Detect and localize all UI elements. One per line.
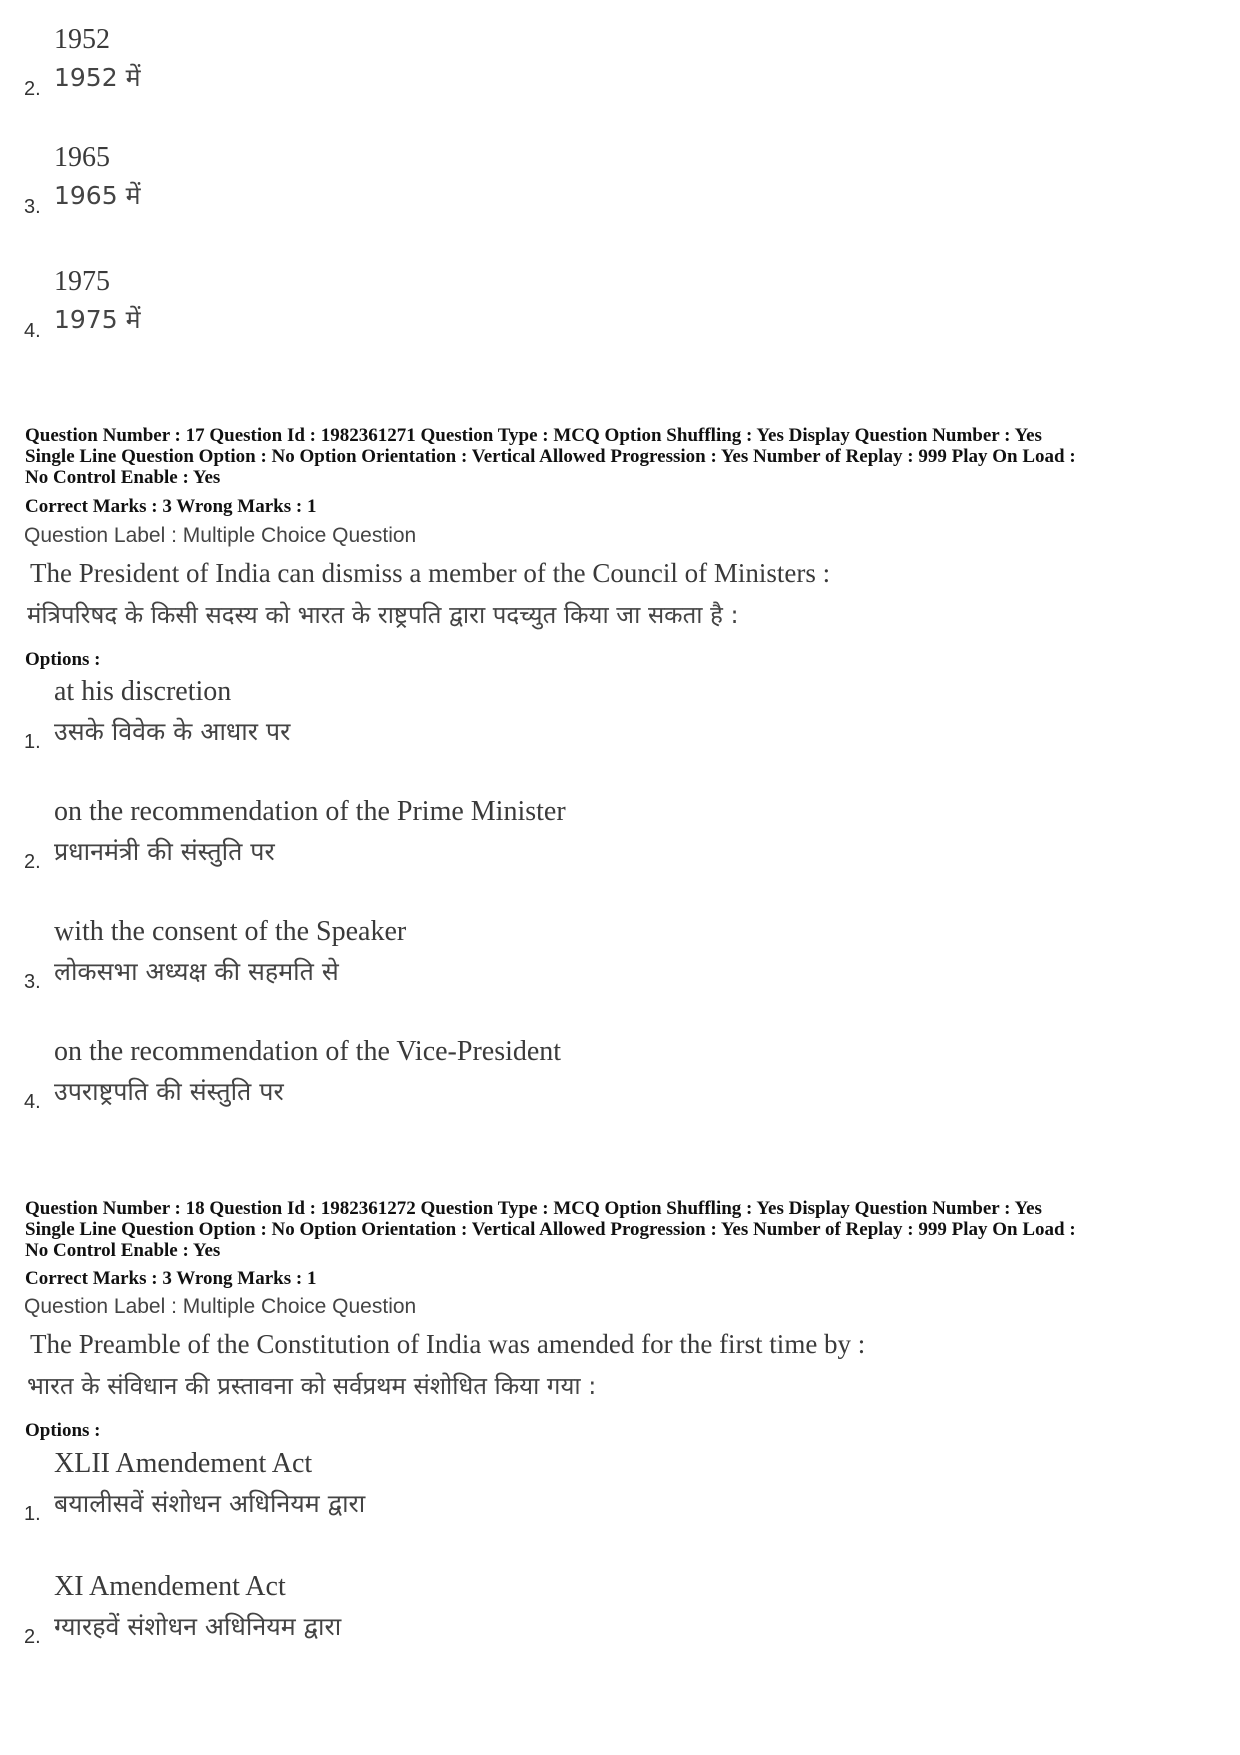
metadata-line: No Control Enable : Yes xyxy=(25,1240,221,1261)
q17-question-hi: मंत्रिपरिषद के किसी सदस्य को भारत के राष्ट्रपति द्वारा पदच्युत किया जा सकता है : xyxy=(27,601,739,629)
q18-question-hi: भारत के संविधान की प्रस्तावना को सर्वप्रथम संशोधित किया गया : xyxy=(27,1372,597,1400)
q17-metadata xyxy=(25,425,1225,488)
q17-label: Question Label : Multiple Choice Question xyxy=(24,524,417,547)
option-number: 2. xyxy=(24,1626,41,1648)
metadata-line: Single Line Question Option : No Option Orientation : Vertical Allowed Progression : Yes Number of Replay : 999 Play On Load : xyxy=(25,446,1076,467)
q17-marks: Correct Marks : 3 Wrong Marks : 1 xyxy=(25,496,317,517)
metadata-line: Question Number : 17 Question Id : 1982361271 Question Type : MCQ Option Shuffling : Yes Display Question Number : Yes xyxy=(25,425,1042,446)
option-text-en: XI Amendement Act xyxy=(54,1571,286,1602)
option-text-hi: उपराष्ट्रपति की संस्तुति पर xyxy=(54,1077,284,1106)
metadata-line: Question Number : 18 Question Id : 1982361272 Question Type : MCQ Option Shuffling : Yes Display Question Number : Yes xyxy=(25,1198,1042,1219)
option-number: 4. xyxy=(24,1091,41,1113)
option-text-hi: 1952 में xyxy=(54,63,141,92)
option-text-en: with the consent of the Speaker xyxy=(54,916,407,947)
q18-marks: Correct Marks : 3 Wrong Marks : 1 xyxy=(25,1268,317,1289)
option-text-hi: ग्यारहवें संशोधन अधिनियम द्वारा xyxy=(54,1612,342,1641)
metadata-line: No Control Enable : Yes xyxy=(25,467,221,488)
option-number: 3. xyxy=(24,971,41,993)
option-text-hi: लोकसभा अध्यक्ष की सहमति से xyxy=(54,957,339,986)
q18-options-heading: Options : xyxy=(25,1420,101,1441)
option-number: 3. xyxy=(24,196,41,218)
option-number: 1. xyxy=(24,1503,41,1525)
q18-label: Question Label : Multiple Choice Question xyxy=(24,1295,417,1318)
option-text-hi: बयालीसवें संशोधन अधिनियम द्वारा xyxy=(54,1489,366,1518)
option-number: 4. xyxy=(24,320,41,342)
option-text-hi: उसके विवेक के आधार पर xyxy=(54,717,291,746)
q17-options-heading: Options : xyxy=(25,649,101,670)
option-text-hi: 1965 में xyxy=(54,181,141,210)
option-number: 2. xyxy=(24,851,41,873)
option-number: 1. xyxy=(24,731,41,753)
option-number: 2. xyxy=(24,78,41,100)
option-text-en: XLII Amendement Act xyxy=(54,1448,313,1479)
option-text-en: 1952 xyxy=(54,24,110,55)
option-text-en: on the recommendation of the Vice-President xyxy=(54,1036,562,1067)
q18-metadata xyxy=(25,1198,1225,1261)
option-text-en: 1975 xyxy=(54,266,110,297)
option-text-en: 1965 xyxy=(54,142,110,173)
q17-question-en: The President of India can dismiss a member of the Council of Ministers : xyxy=(30,558,831,588)
option-text-en: at his discretion xyxy=(54,676,232,707)
option-text-hi: 1975 में xyxy=(54,305,141,334)
option-text-en: on the recommendation of the Prime Minister xyxy=(54,796,566,827)
option-text-hi: प्रधानमंत्री की संस्तुति पर xyxy=(54,837,275,866)
q18-question-en: The Preamble of the Constitution of India was amended for the first time by : xyxy=(30,1329,866,1359)
metadata-line: Single Line Question Option : No Option Orientation : Vertical Allowed Progression : Yes Number of Replay : 999 Play On Load : xyxy=(25,1219,1076,1240)
